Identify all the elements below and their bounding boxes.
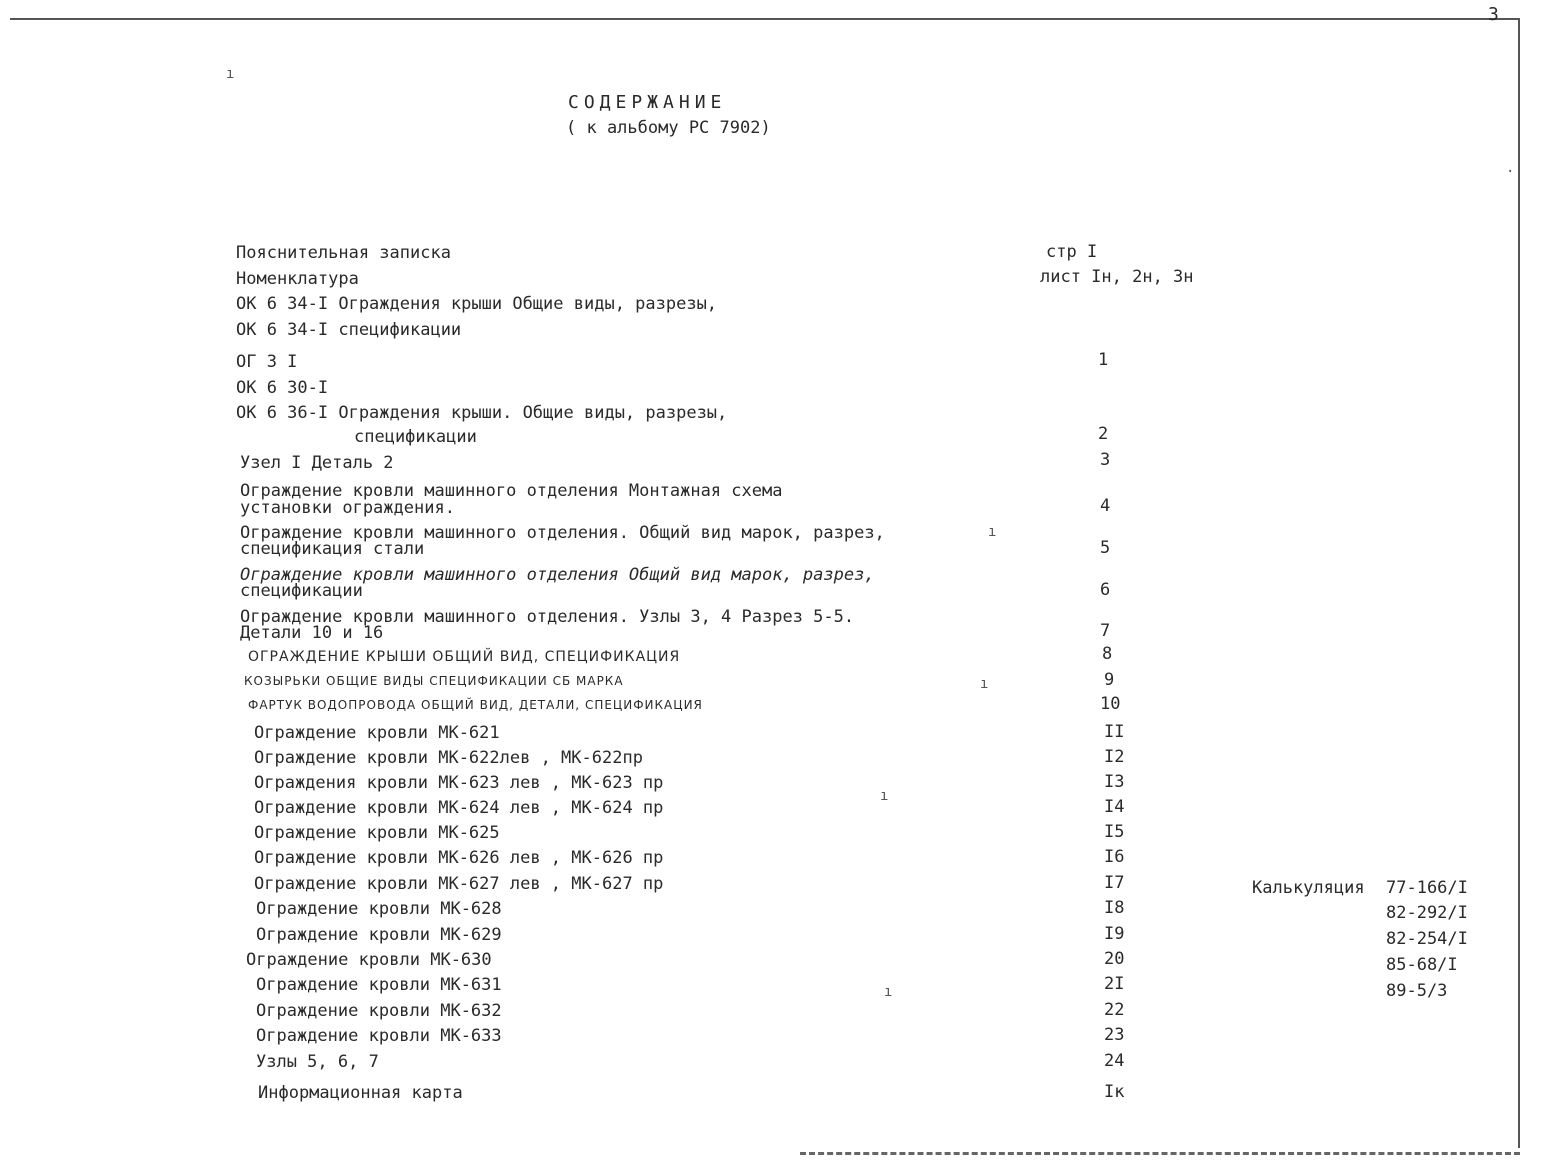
entry-text: ОК 6 36-I Ограждения крыши. Общие виды, разрезы, xyxy=(236,403,728,423)
scan-mark: ı xyxy=(988,524,997,540)
entry-ref: 22 xyxy=(1104,1000,1125,1020)
calculation-value: 82-254/I xyxy=(1386,929,1468,949)
entry-text: ОГРАЖДЕНИЕ КРЫШИ ОБЩИЙ ВИД, СПЕЦИФИКАЦИЯ xyxy=(248,649,681,665)
entry-ref: 1 xyxy=(1098,350,1109,370)
entry-text: Информационная карта xyxy=(258,1083,463,1103)
entry-ref: 2I xyxy=(1104,974,1125,994)
entry-text: спецификация стали xyxy=(240,539,425,559)
entry-text: ОГ 3 I xyxy=(236,352,298,372)
entry-ref: 10 xyxy=(1100,694,1121,714)
calculation-value: 89-5/3 xyxy=(1386,981,1448,1001)
calculation-value: 82-292/I xyxy=(1386,903,1468,923)
page-border-top xyxy=(10,18,1520,20)
scan-mark: ı xyxy=(980,676,989,692)
entry-text: Ограждение кровли МК-629 xyxy=(256,925,502,945)
entry-ref: I6 xyxy=(1104,847,1125,867)
scan-mark: ı xyxy=(880,788,889,804)
entry-ref: I4 xyxy=(1104,797,1125,817)
entry-text: Ограждение кровли машинного отделения Общий вид марок, разрез, xyxy=(240,565,875,585)
page-border-right xyxy=(1518,18,1520,1148)
entry-text: Ограждение кровли МК-633 xyxy=(256,1026,502,1046)
page-number: 3 xyxy=(1488,4,1499,25)
entry-text: Ограждение кровли МК-630 xyxy=(246,950,492,970)
entry-text: ОК 6 34-I спецификации xyxy=(236,320,462,340)
entry-text: Пояснительная записка xyxy=(236,243,451,263)
entry-text: ОК 6 30-I xyxy=(236,378,329,398)
entry-text: Ограждение кровли машинного отделения. Общий вид марок, разрез, xyxy=(240,523,885,543)
entry-text: спецификации xyxy=(240,581,363,601)
entry-text: установки ограждения. xyxy=(240,498,455,518)
entry-ref: I2 xyxy=(1104,747,1125,767)
entry-ref: 3 xyxy=(1100,450,1111,470)
entry-ref: стр I xyxy=(1046,242,1098,262)
entry-ref: 7 xyxy=(1100,621,1111,641)
entry-ref: I8 xyxy=(1104,898,1125,918)
entry-ref: 20 xyxy=(1104,949,1125,969)
entry-ref: 8 xyxy=(1102,644,1113,664)
entry-ref: 24 xyxy=(1104,1051,1125,1071)
entry-text: ОК 6 34-I Ограждения крыши Общие виды, разрезы, xyxy=(236,294,718,314)
entry-ref: Iк xyxy=(1104,1082,1125,1102)
document-title: СОДЕРЖАНИЕ xyxy=(568,92,727,113)
scan-mark: · xyxy=(1506,164,1515,180)
entry-text: Ограждения кровли МК-623 лев , МК-623 пр xyxy=(254,773,664,793)
entry-ref: I3 xyxy=(1104,772,1125,792)
entry-text: КОЗЫРЬКИ ОБЩИЕ ВИДЫ СПЕЦИФИКАЦИИ СБ МАРКА xyxy=(244,674,624,688)
entry-text: Ограждение кровли машинного отделения. Узлы 3, 4 Разрез 5-5. xyxy=(240,607,855,627)
entry-ref: 2 xyxy=(1098,424,1109,444)
entry-text: спецификации xyxy=(354,427,477,447)
entry-ref: 9 xyxy=(1104,670,1115,690)
entry-ref: I7 xyxy=(1104,873,1125,893)
entry-text: Ограждение кровли МК-625 xyxy=(254,823,500,843)
entry-ref: II xyxy=(1104,722,1125,742)
entry-text: Узлы 5, 6, 7 xyxy=(256,1052,379,1072)
entry-text: Номенклатура xyxy=(236,269,359,289)
entry-ref: 23 xyxy=(1104,1025,1125,1045)
entry-text: Ограждение кровли МК-621 xyxy=(254,723,500,743)
calculation-value: 85-68/I xyxy=(1386,955,1458,975)
document-subtitle: ( к альбому РС 7902) xyxy=(566,118,771,138)
entry-text: ФАРТУК ВОДОПРОВОДА ОБЩИЙ ВИД, ДЕТАЛИ, СПЕЦИФИКАЦИЯ xyxy=(248,698,703,712)
scan-mark: ı xyxy=(884,984,893,1000)
calculation-label: Калькуляция xyxy=(1252,878,1365,898)
entry-ref: 4 xyxy=(1100,496,1111,516)
entry-ref: 6 xyxy=(1100,580,1111,600)
entry-text: Ограждение кровли МК-624 лев , МК-624 пр xyxy=(254,798,664,818)
entry-text: Ограждение кровли МК-632 xyxy=(256,1001,502,1021)
scan-mark: ı xyxy=(226,66,235,82)
entry-ref: I9 xyxy=(1104,924,1125,944)
entry-text: Ограждение кровли МК-627 лев , МК-627 пр xyxy=(254,874,664,894)
entry-text: Ограждение кровли машинного отделения Монтажная схема xyxy=(240,481,783,501)
page-border-bottom xyxy=(800,1152,1520,1155)
entry-text: Ограждение кровли МК-622лев , МК-622пр xyxy=(254,748,643,768)
entry-text: Ограждение кровли МК-631 xyxy=(256,975,502,995)
calculation-value: 77-166/I xyxy=(1386,878,1468,898)
entry-text: Ограждение кровли МК-628 xyxy=(256,899,502,919)
entry-ref: I5 xyxy=(1104,822,1125,842)
entry-text: Узел I Деталь 2 xyxy=(240,453,394,473)
entry-ref: 5 xyxy=(1100,538,1111,558)
entry-text: Ограждение кровли МК-626 лев , МК-626 пр xyxy=(254,848,664,868)
entry-text: Детали 10 и 16 xyxy=(240,623,384,643)
entry-ref: лист Iн, 2н, 3н xyxy=(1040,267,1194,287)
